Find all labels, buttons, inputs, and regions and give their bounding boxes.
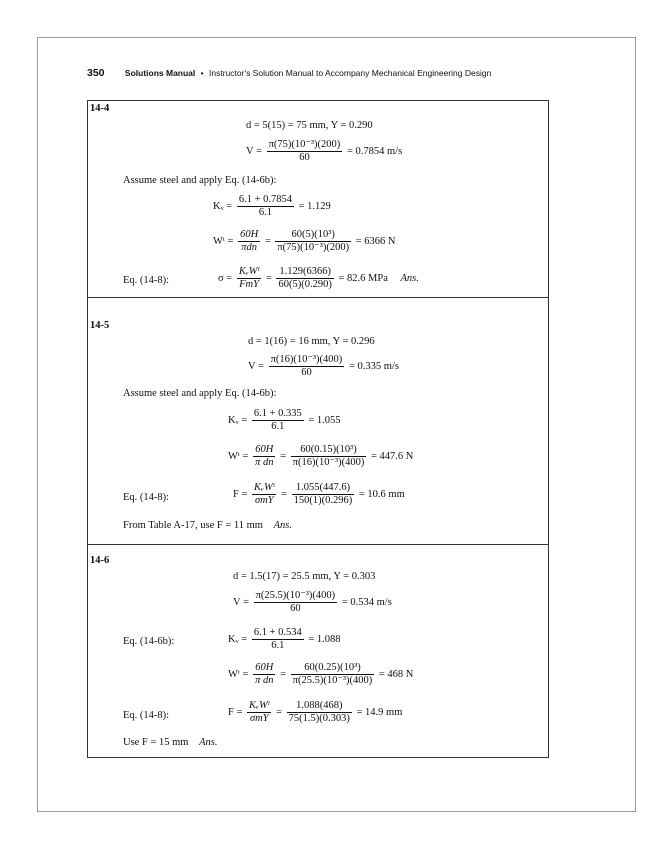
answer-marker: Ans. [273, 520, 292, 531]
wt-fraction-symbolic: $\frac{60H}{\text{π dn}}$ [255, 662, 274, 686]
wt-fraction-numeric: $\frac{\text{60(0.25)(10³)}}{\text{π(25.5)(10⁻³)(400)}}$ [292, 662, 373, 686]
wt-fraction-numeric: $\frac{\text{60(0.15)(10³)}}{\text{π(16)(10⁻³)(400)}}$ [292, 444, 365, 468]
kv-eq: Kᵥ = $\frac{6.1 + 0.534}{6.1}$ = 1.088 [228, 627, 341, 651]
eq-label: Eq. (14-8): [123, 710, 170, 721]
diameter-line: d = 5(15) = 75 mm, Y = 0.290 [246, 120, 373, 131]
velocity-eq: V = $\frac{\text{π(25.5)(10⁻³)(400)}}{60}$ = 0.534 m/s [233, 590, 392, 614]
wt-eq: Wᵗ = $\frac{60H}{\text{πdn}}$ = $\frac{\text{60(5)(10³)}}{\text{π(75)(10⁻³)(200)}}$ = 6366 N [213, 229, 396, 253]
answer-marker: Ans. [400, 272, 419, 284]
manual-subtitle: Instructor's Solution Manual to Accompany Mechanical Engineering Design [209, 68, 492, 78]
eq-label: Eq. (14-8): [123, 275, 170, 286]
kv-eq-label: Eq. (14-6b): [123, 636, 175, 647]
manual-title: Solutions Manual [124, 68, 196, 78]
kv-fraction: $\frac{6.1 + 0.7854}{6.1}$ [238, 194, 293, 218]
problem-14-5 [87, 297, 549, 545]
page-number: 350 [87, 67, 105, 79]
wt-eq: Wᵗ = $\frac{60H}{\text{π dn}}$ = $\frac{\text{60(0.25)(10³)}}{\text{π(25.5)(10⁻³)(400)}}$ = 468 N [228, 662, 414, 686]
assumption-text: Assume steel and apply Eq. (14-6b): [123, 175, 277, 186]
wt-fraction-symbolic: $\frac{60H}{\text{πdn}}$ [240, 229, 259, 253]
diameter-line: d = 1.5(17) = 25.5 mm, Y = 0.303 [233, 571, 376, 582]
problem-14-6 [87, 544, 549, 758]
conclusion-line: Use F = 15 mm Ans. [123, 737, 218, 748]
conclusion-line: From Table A-17, use F = 11 mm Ans. [123, 520, 292, 531]
velocity-eq: V = $\frac{\text{π(16)(10⁻³)(400)}}{60}$ = 0.335 m/s [248, 354, 399, 378]
face-width-fraction-numeric: $\frac{1.088(468)}{75(1.5)(0.303)}$ [288, 700, 350, 724]
kv-fraction: $\frac{6.1 + 0.335}{6.1}$ [253, 408, 302, 432]
problem-number: 14-5 [90, 320, 110, 331]
problem-number: 14-6 [90, 555, 110, 566]
face-width-fraction-symbolic: $\frac{\text{KᵥWᵗ}}{\text{σmY}}$ [249, 700, 270, 724]
diameter-line: d = 1(16) = 16 mm, Y = 0.296 [248, 336, 375, 347]
velocity-fraction: $\frac{\text{π(75)(10⁻³)(200)}}{60}$ [268, 139, 341, 163]
kv-fraction: $\frac{6.1 + 0.534}{6.1}$ [253, 627, 302, 651]
velocity-fraction: $\frac{\text{π(25.5)(10⁻³)(400)}}{60}$ [255, 590, 336, 614]
face-width-fraction-symbolic: $\frac{\text{KᵥWᵗ}}{\text{σmY}}$ [254, 482, 275, 506]
eq-label: Eq. (14-8): [123, 492, 170, 503]
face-width-eq: F = $\frac{\text{KᵥWᵗ}}{\text{σmY}}$ = $\frac{1.055(447.6)}{150(1)(0.296)}$ = 10.6 mm [233, 482, 405, 506]
stress-eq: σ = $\frac{\text{KᵥWᵗ}}{\text{FmY}}$ = $\frac{1.129(6366)}{60(5)(0.290)}$ = 82.6 MPa Ans. [218, 266, 419, 290]
wt-eq: Wᵗ = $\frac{60H}{\text{π dn}}$ = $\frac{\text{60(0.15)(10³)}}{\text{π(16)(10⁻³)(400)}}$ = 447.6 N [228, 444, 414, 468]
problem-14-4 [87, 100, 549, 298]
assumption-text: Assume steel and apply Eq. (14-6b): [123, 388, 277, 399]
face-width-eq: F = $\frac{\text{KᵥWᵗ}}{\text{σmY}}$ = $\frac{1.088(468)}{75(1.5)(0.303)}$ = 14.9 mm [228, 700, 403, 724]
problem-number: 14-4 [90, 103, 110, 114]
stress-fraction-symbolic: $\frac{\text{KᵥWᵗ}}{\text{FmY}}$ [238, 266, 260, 290]
velocity-eq: V = $\frac{\text{π(75)(10⁻³)(200)}}{60}$ = 0.7854 m/s [246, 139, 403, 163]
header-bullet: • [200, 68, 204, 78]
wt-fraction-numeric: $\frac{\text{60(5)(10³)}}{\text{π(75)(10⁻³)(200)}}$ [277, 229, 350, 253]
answer-marker: Ans. [199, 737, 218, 748]
velocity-fraction: $\frac{\text{π(16)(10⁻³)(400)}}{60}$ [270, 354, 343, 378]
kv-eq: Kᵥ = $\frac{6.1 + 0.335}{6.1}$ = 1.055 [228, 408, 341, 432]
stress-fraction-numeric: $\frac{1.129(6366)}{60(5)(0.290)}$ [278, 266, 332, 290]
face-width-fraction-numeric: $\frac{1.055(447.6)}{150(1)(0.296)}$ [293, 482, 353, 506]
kv-eq: Kᵥ = $\frac{6.1 + 0.7854}{6.1}$ = 1.129 [213, 194, 331, 218]
page-header [87, 67, 557, 83]
wt-fraction-symbolic: $\frac{60H}{\text{π dn}}$ [255, 444, 274, 468]
